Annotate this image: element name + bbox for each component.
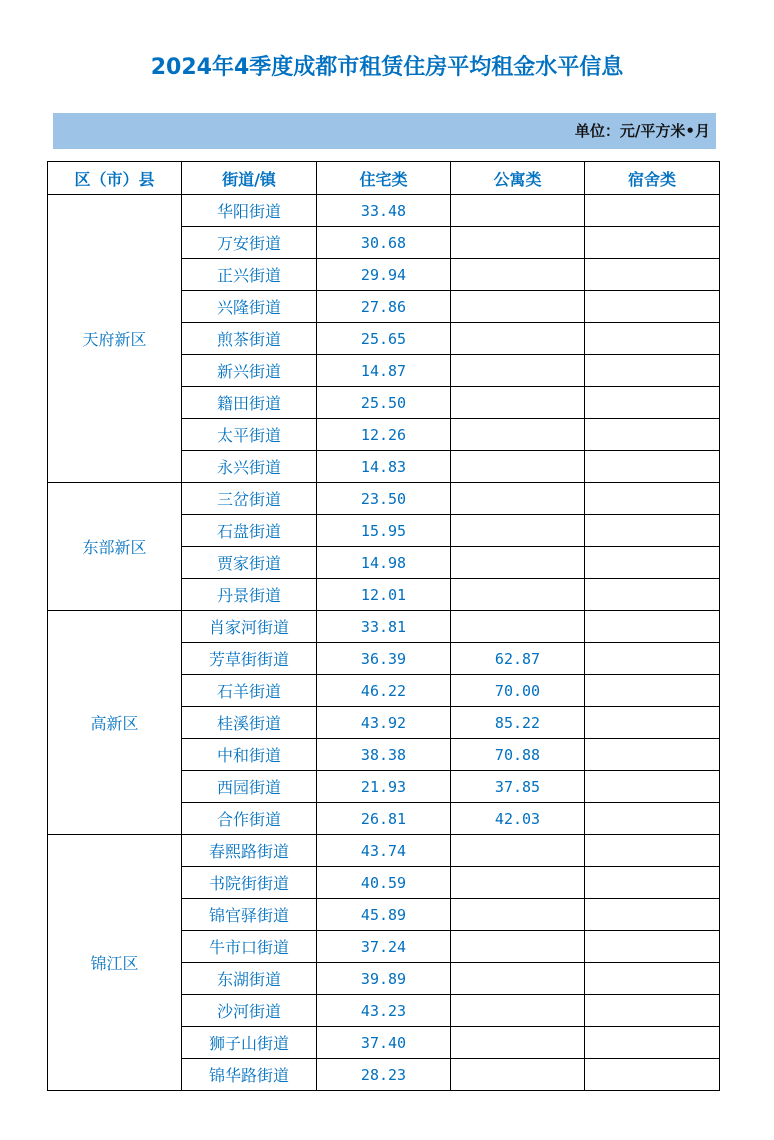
dorm-cell [585,867,720,899]
table-row [48,611,720,643]
residential-cell: 23.50 [317,483,451,515]
residential-cell: 28.23 [317,1059,451,1091]
dorm-cell [585,579,720,611]
residential-cell: 37.40 [317,1027,451,1059]
residential-cell: 14.98 [317,547,451,579]
residential-cell: 33.81 [317,611,451,643]
table-row [48,835,720,867]
district-cell: 东部新区 [48,483,182,611]
street-cell: 东湖街道 [182,963,317,995]
apartment-cell [451,1059,585,1091]
residential-cell: 12.01 [317,579,451,611]
header-apartment: 公寓类 [451,162,585,195]
apartment-cell: 62.87 [451,643,585,675]
dorm-cell [585,419,720,451]
street-cell: 芳草街街道 [182,643,317,675]
dorm-cell [585,355,720,387]
street-cell: 锦官驿街道 [182,899,317,931]
apartment-cell [451,195,585,227]
unit-bar [53,113,716,149]
dorm-cell [585,483,720,515]
residential-cell: 46.22 [317,675,451,707]
residential-cell: 39.89 [317,963,451,995]
residential-cell: 25.65 [317,323,451,355]
header-district: 区（市）县 [48,162,182,195]
apartment-cell: 70.88 [451,739,585,771]
header-street: 街道/镇 [182,162,317,195]
dorm-cell [585,963,720,995]
residential-cell: 15.95 [317,515,451,547]
dorm-cell [585,931,720,963]
dorm-cell [585,547,720,579]
street-cell: 太平街道 [182,419,317,451]
table-body [48,195,720,1091]
dorm-cell [585,259,720,291]
street-cell: 贾家街道 [182,547,317,579]
residential-cell: 43.74 [317,835,451,867]
apartment-cell [451,259,585,291]
residential-cell: 43.23 [317,995,451,1027]
apartment-cell [451,227,585,259]
residential-cell: 38.38 [317,739,451,771]
street-cell: 石盘街道 [182,515,317,547]
residential-cell: 14.87 [317,355,451,387]
apartment-cell: 70.00 [451,675,585,707]
dorm-cell [585,387,720,419]
apartment-cell [451,419,585,451]
apartment-cell [451,451,585,483]
table-row [48,483,720,515]
apartment-cell [451,291,585,323]
apartment-cell [451,963,585,995]
apartment-cell: 85.22 [451,707,585,739]
header-residential: 住宅类 [317,162,451,195]
street-cell: 正兴街道 [182,259,317,291]
dorm-cell [585,1059,720,1091]
district-cell: 锦江区 [48,835,182,1091]
apartment-cell [451,579,585,611]
apartment-cell [451,515,585,547]
dorm-cell [585,643,720,675]
dorm-cell [585,899,720,931]
street-cell: 石羊街道 [182,675,317,707]
apartment-cell [451,387,585,419]
street-cell: 兴隆街道 [182,291,317,323]
residential-cell: 37.24 [317,931,451,963]
residential-cell: 26.81 [317,803,451,835]
dorm-cell [585,515,720,547]
apartment-cell: 37.85 [451,771,585,803]
unit-label: 单位：元/平方米•月 [574,122,710,140]
residential-cell: 40.59 [317,867,451,899]
street-cell: 狮子山街道 [182,1027,317,1059]
street-cell: 新兴街道 [182,355,317,387]
residential-cell: 33.48 [317,195,451,227]
apartment-cell [451,323,585,355]
street-cell: 永兴街道 [182,451,317,483]
street-cell: 三岔街道 [182,483,317,515]
apartment-cell [451,931,585,963]
dorm-cell [585,195,720,227]
street-cell: 中和街道 [182,739,317,771]
street-cell: 春熙路街道 [182,835,317,867]
street-cell: 西园街道 [182,771,317,803]
street-cell: 沙河街道 [182,995,317,1027]
street-cell: 肖家河街道 [182,611,317,643]
dorm-cell [585,771,720,803]
street-cell: 合作街道 [182,803,317,835]
residential-cell: 21.93 [317,771,451,803]
dorm-cell [585,995,720,1027]
street-cell: 煎茶街道 [182,323,317,355]
apartment-cell [451,835,585,867]
rent-table [47,161,720,1091]
dorm-cell [585,1027,720,1059]
table-row [48,195,720,227]
dorm-cell [585,227,720,259]
residential-cell: 43.92 [317,707,451,739]
dorm-cell [585,451,720,483]
dorm-cell [585,611,720,643]
street-cell: 丹景街道 [182,579,317,611]
table-header-row [48,162,720,195]
street-cell: 万安街道 [182,227,317,259]
dorm-cell [585,323,720,355]
apartment-cell [451,1027,585,1059]
dorm-cell [585,707,720,739]
residential-cell: 36.39 [317,643,451,675]
dorm-cell [585,739,720,771]
residential-cell: 25.50 [317,387,451,419]
dorm-cell [585,803,720,835]
residential-cell: 12.26 [317,419,451,451]
apartment-cell [451,995,585,1027]
district-cell: 高新区 [48,611,182,835]
dorm-cell [585,835,720,867]
street-cell: 牛市口街道 [182,931,317,963]
apartment-cell [451,547,585,579]
page-title: 2024年4季度成都市租赁住房平均租金水平信息 [150,55,624,80]
residential-cell: 30.68 [317,227,451,259]
dorm-cell [585,291,720,323]
district-cell: 天府新区 [48,195,182,483]
street-cell: 籍田街道 [182,387,317,419]
street-cell: 锦华路街道 [182,1059,317,1091]
residential-cell: 45.89 [317,899,451,931]
residential-cell: 27.86 [317,291,451,323]
residential-cell: 29.94 [317,259,451,291]
street-cell: 桂溪街道 [182,707,317,739]
header-dorm: 宿舍类 [585,162,720,195]
apartment-cell [451,899,585,931]
street-cell: 书院街街道 [182,867,317,899]
street-cell: 华阳街道 [182,195,317,227]
apartment-cell [451,611,585,643]
apartment-cell [451,867,585,899]
apartment-cell [451,483,585,515]
residential-cell: 14.83 [317,451,451,483]
dorm-cell [585,675,720,707]
apartment-cell: 42.03 [451,803,585,835]
apartment-cell [451,355,585,387]
